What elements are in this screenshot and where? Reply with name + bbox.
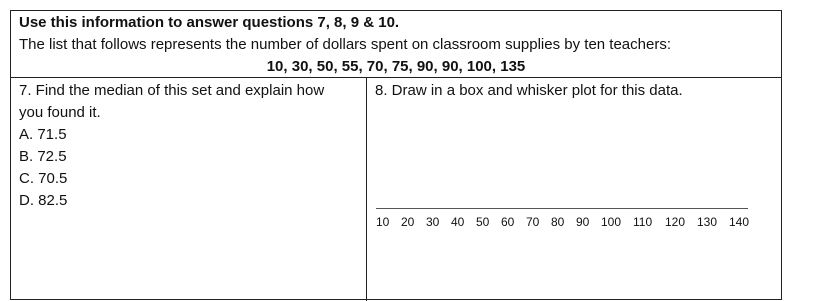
question-8-cell xyxy=(367,78,781,301)
tick-label: 60 xyxy=(501,215,515,229)
tick-label: 50 xyxy=(476,215,490,229)
tick-label: 10 xyxy=(376,215,390,229)
tick-label: 140 xyxy=(729,215,750,229)
instructions-description: The list that follows represents the number of dollars spent on classroom supplies by ten teachers: xyxy=(19,36,671,53)
instructions-title: Use this information to answer questions 7, 8, 9 & 10. xyxy=(19,14,400,31)
choice-a[interactable]: A. 71.5 xyxy=(19,126,67,143)
number-line[interactable] xyxy=(376,208,748,209)
choice-d[interactable]: D. 82.5 xyxy=(19,192,68,209)
instructions-header xyxy=(11,11,781,78)
question-7-choices xyxy=(19,124,67,212)
tick-label: 80 xyxy=(551,215,565,229)
question-8-prompt: 8. Draw in a box and whisker plot for this data. xyxy=(375,82,683,99)
data-list: 10, 30, 50, 55, 70, 75, 90, 90, 100, 135 xyxy=(266,58,526,75)
tick-label: 20 xyxy=(401,215,415,229)
tick-label: 40 xyxy=(451,215,465,229)
number-line-labels xyxy=(376,215,776,231)
choice-b[interactable]: B. 72.5 xyxy=(19,148,67,165)
worksheet-table xyxy=(10,10,782,300)
tick-label: 100 xyxy=(601,215,622,229)
tick-label: 130 xyxy=(697,215,718,229)
tick-label: 110 xyxy=(633,215,653,229)
question-7-prompt: 7. Find the median of this set and explain how you found it. xyxy=(19,82,325,121)
tick-label: 90 xyxy=(576,215,590,229)
tick-label: 30 xyxy=(426,215,440,229)
choice-c[interactable]: C. 70.5 xyxy=(19,170,68,187)
question-7-cell xyxy=(11,78,367,301)
tick-label: 70 xyxy=(526,215,540,229)
tick-label: 120 xyxy=(665,215,686,229)
